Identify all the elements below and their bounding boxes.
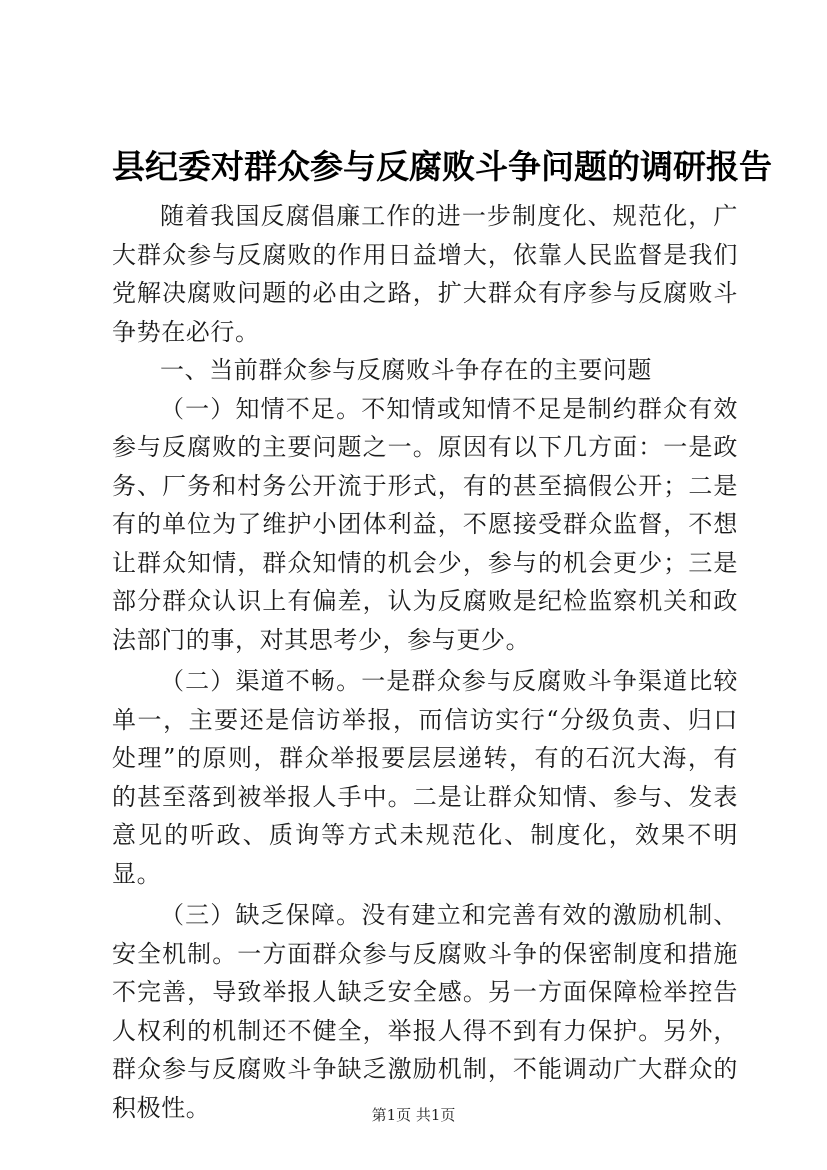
paragraph-insufficient-information: （一）知情不足。不知情或知情不足是制约群众有效参与反腐败的主要问题之一。原因有以下几方面：一是政务、厂务和村务公开流于形式，有的甚至搞假公开；二是有的单位为了维护小团体利益，不愿接受群众监督，不想让群众知情，群众知情的机会少，参与的机会更少；三是部分群众认识上有偏差，认为反腐败是纪检监察机关和政法部门的事，对其思考少，参与更少。	[112, 394, 738, 654]
page-footer: 第1页 共1页	[371, 1106, 456, 1124]
document-body	[112, 197, 738, 1127]
paragraph-poor-channels: （二）渠道不畅。一是群众参与反腐败斗争渠道比较单一，主要还是信访举报，而信访实行“分级负责、归口处理”的原则，群众举报要层层递转，有的石沉大海，有的甚至落到被举报人手中。二是让群众知情、参与、发表意见的听政、质询等方式未规范化、制度化，效果不明显。	[112, 667, 738, 888]
intro-paragraph: 随着我国反腐倡廉工作的进一步制度化、规范化，广大群众参与反腐败的作用日益增大，依靠人民监督是我们党解决腐败问题的必由之路，扩大群众有序参与反腐败斗争势在必行。	[112, 202, 738, 346]
section-heading: 一、当前群众参与反腐败斗争存在的主要问题	[160, 356, 652, 384]
document-title: 县纪委对群众参与反腐败斗争问题的调研报告	[112, 147, 772, 186]
paragraph-lack-of-guarantee: （三）缺乏保障。没有建立和完善有效的激励机制、安全机制。一方面群众参与反腐败斗争的保密制度和措施不完善，导致举报人缺乏安全感。另一方面保障检举控告人权利的机制还不健全，举报人得不到有力保护。另外，群众参与反腐败斗争缺乏激励机制，不能调动广大群众的积极性。	[112, 901, 738, 1122]
